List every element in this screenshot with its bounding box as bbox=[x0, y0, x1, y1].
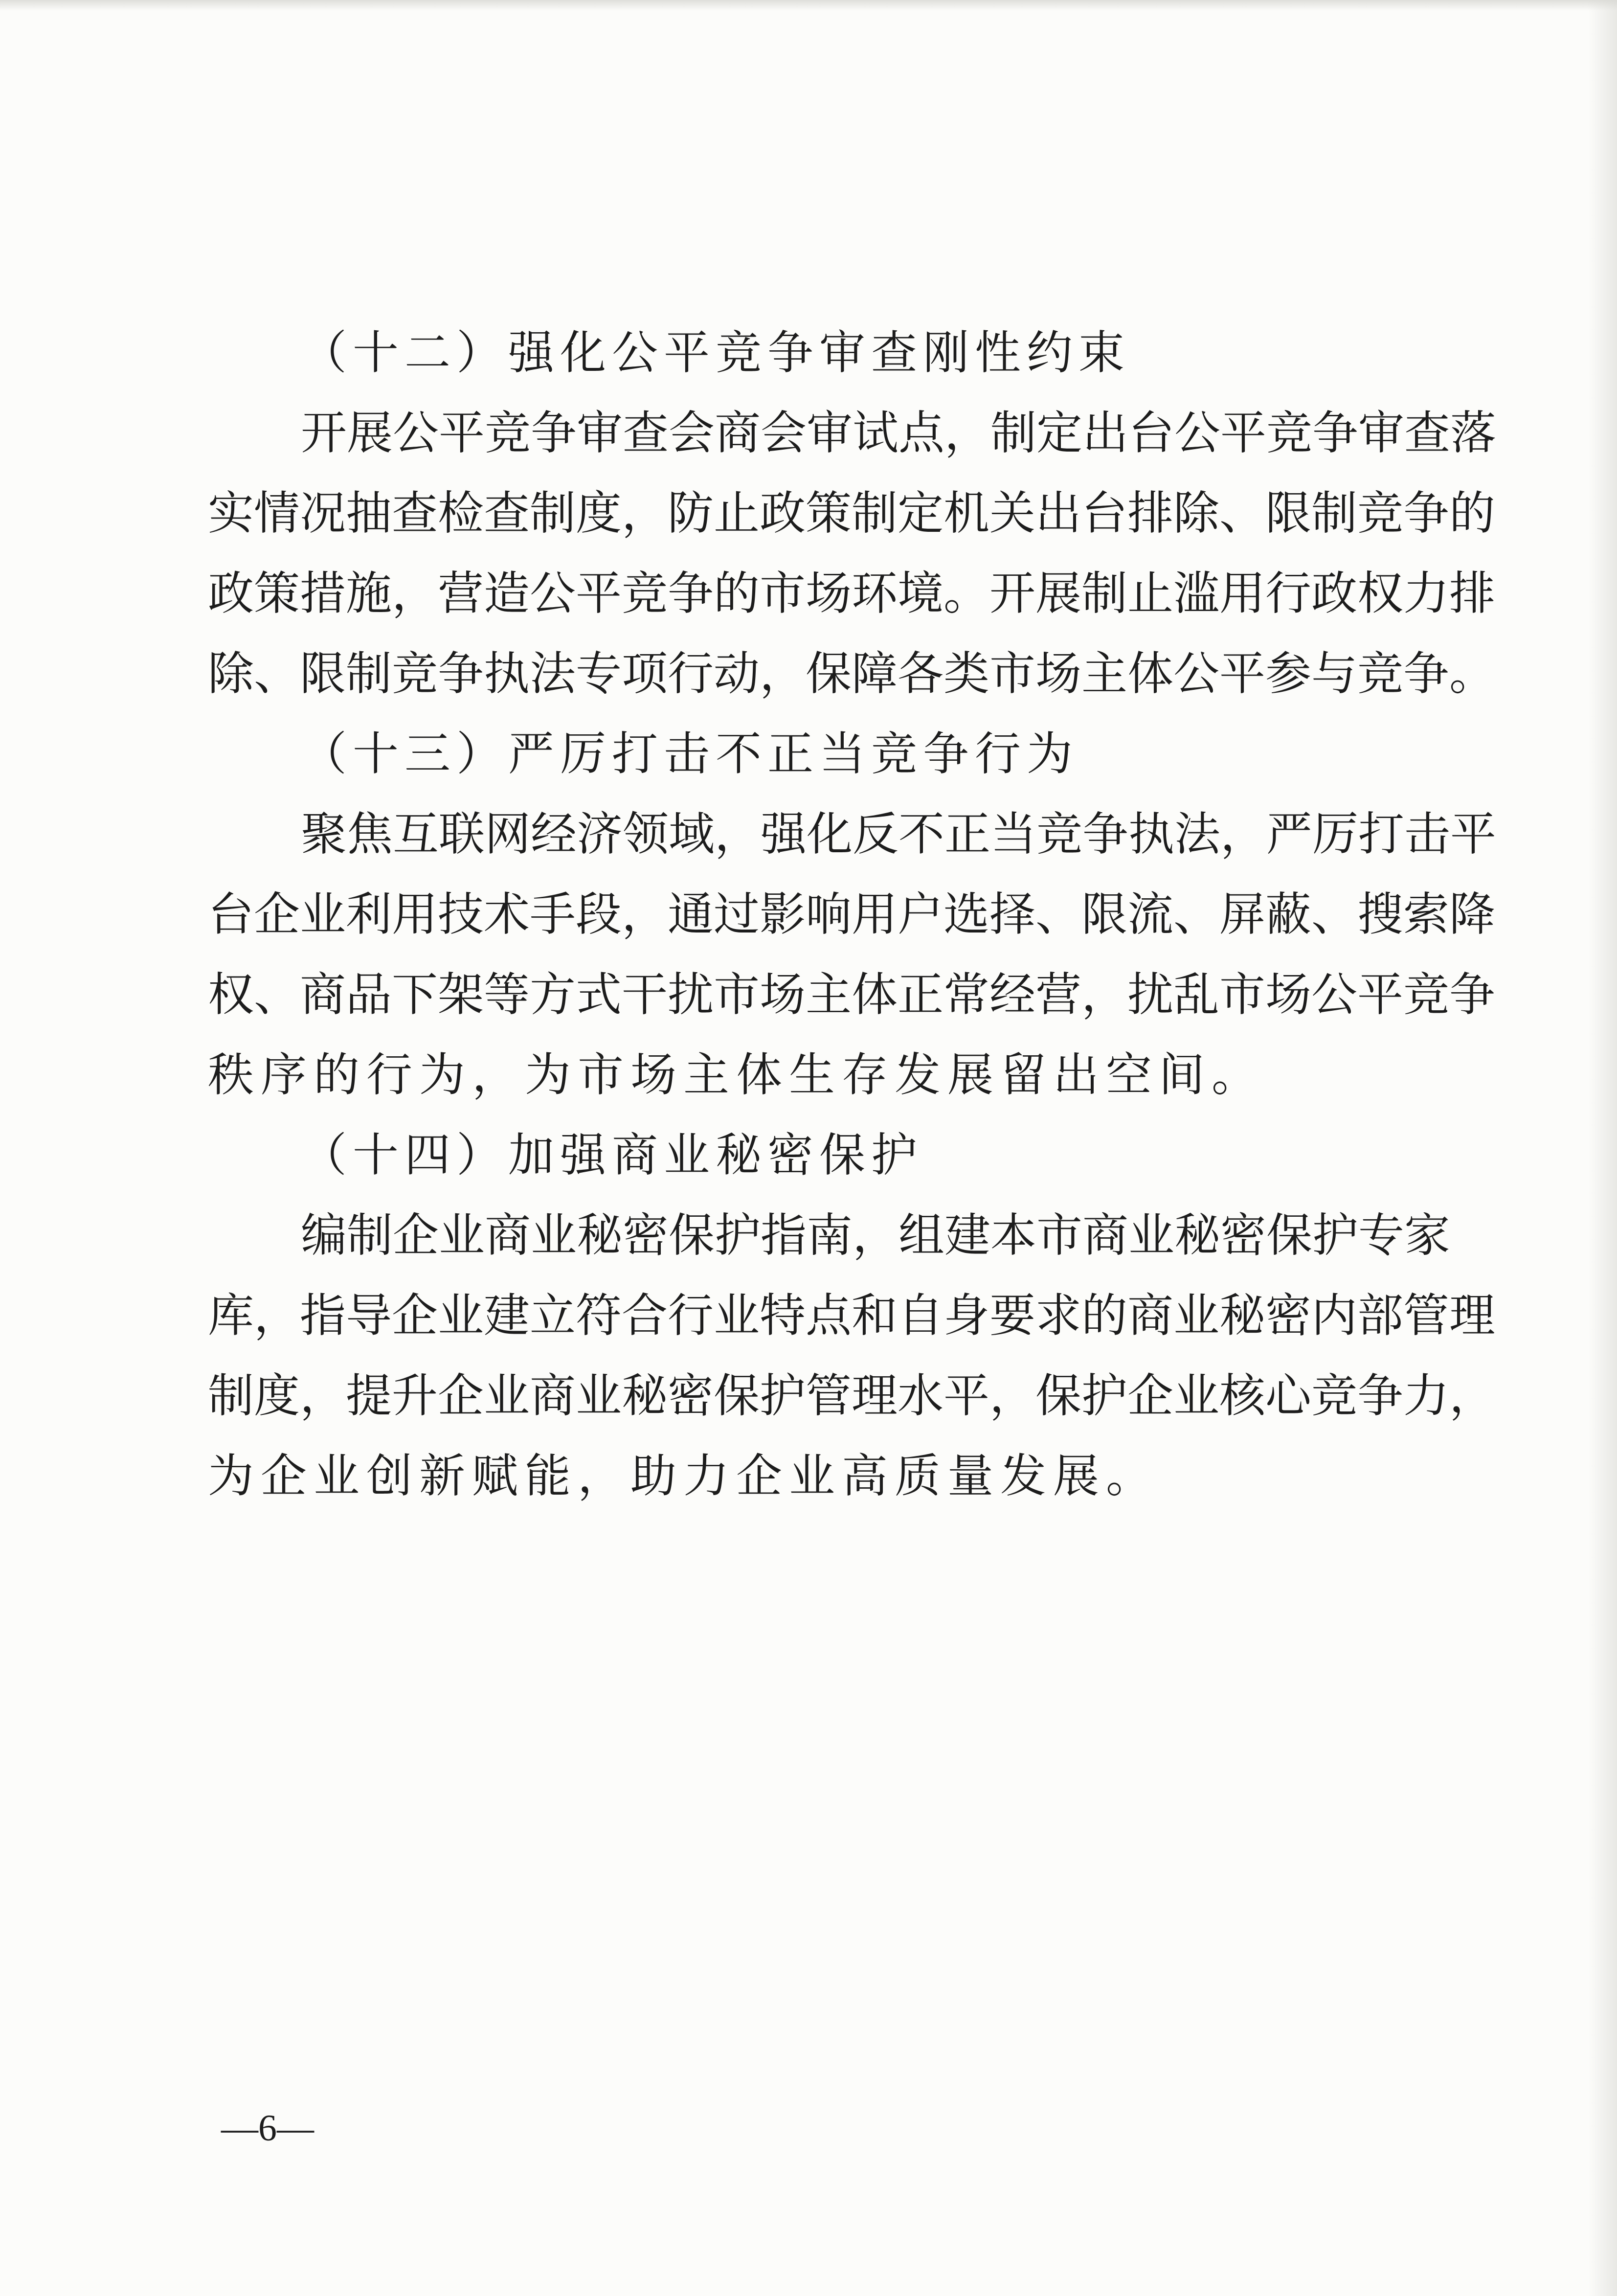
paragraph-line: 开展公平竞争审查会商会审试点，制定出台公平竞争审查落 bbox=[301, 407, 1497, 460]
scan-right-shadow bbox=[1588, 0, 1617, 2296]
section-heading: （十三）严厉打击不正当竞争行为 bbox=[301, 727, 1079, 781]
paragraph-line: 聚焦互联网经济领域，强化反不正当竞争执法，严厉打击平 bbox=[301, 808, 1497, 861]
paragraph-line: 台企业利用技术手段，通过影响用户选择、限流、屏蔽、搜索降 bbox=[208, 888, 1496, 941]
section-heading: （十四）加强商业秘密保护 bbox=[301, 1129, 923, 1182]
paragraph-line: 秩序的行为，为市场主体生存发展留出空间。 bbox=[208, 1048, 1265, 1102]
paragraph-line: 实情况抽查检查制度，防止政策制定机关出台排除、限制竞争的 bbox=[208, 487, 1496, 540]
paragraph-line: 库，指导企业建立符合行业特点和自身要求的商业秘密内部管理 bbox=[208, 1289, 1496, 1342]
paragraph-line: 政策措施，营造公平竞争的市场环境。开展制止滥用行政权力排 bbox=[208, 567, 1496, 620]
paragraph-line: 除、限制竞争执法专项行动，保障各类市场主体公平参与竞争。 bbox=[208, 647, 1496, 701]
section-12 bbox=[208, 313, 1497, 714]
section-14 bbox=[208, 1115, 1496, 1517]
section-heading: （十二）强化公平竞争审查刚性约束 bbox=[301, 326, 1131, 380]
paragraph-line: 编制企业商业秘密保护指南，组建本市商业秘密保护专家 bbox=[301, 1209, 1451, 1262]
paragraph-line: 权、商品下架等方式干扰市场主体正常经营，扰乱市场公平竞争 bbox=[208, 968, 1496, 1022]
page-number: —6— bbox=[221, 2108, 314, 2149]
section-13 bbox=[208, 714, 1497, 1115]
scan-top-edge bbox=[0, 0, 1617, 11]
paragraph-line: 为企业创新赋能，助力企业高质量发展。 bbox=[208, 1450, 1159, 1503]
paragraph-line: 制度，提升企业商业秘密保护管理水平，保护企业核心竞争力， bbox=[208, 1369, 1496, 1423]
document-body bbox=[208, 313, 1497, 1517]
